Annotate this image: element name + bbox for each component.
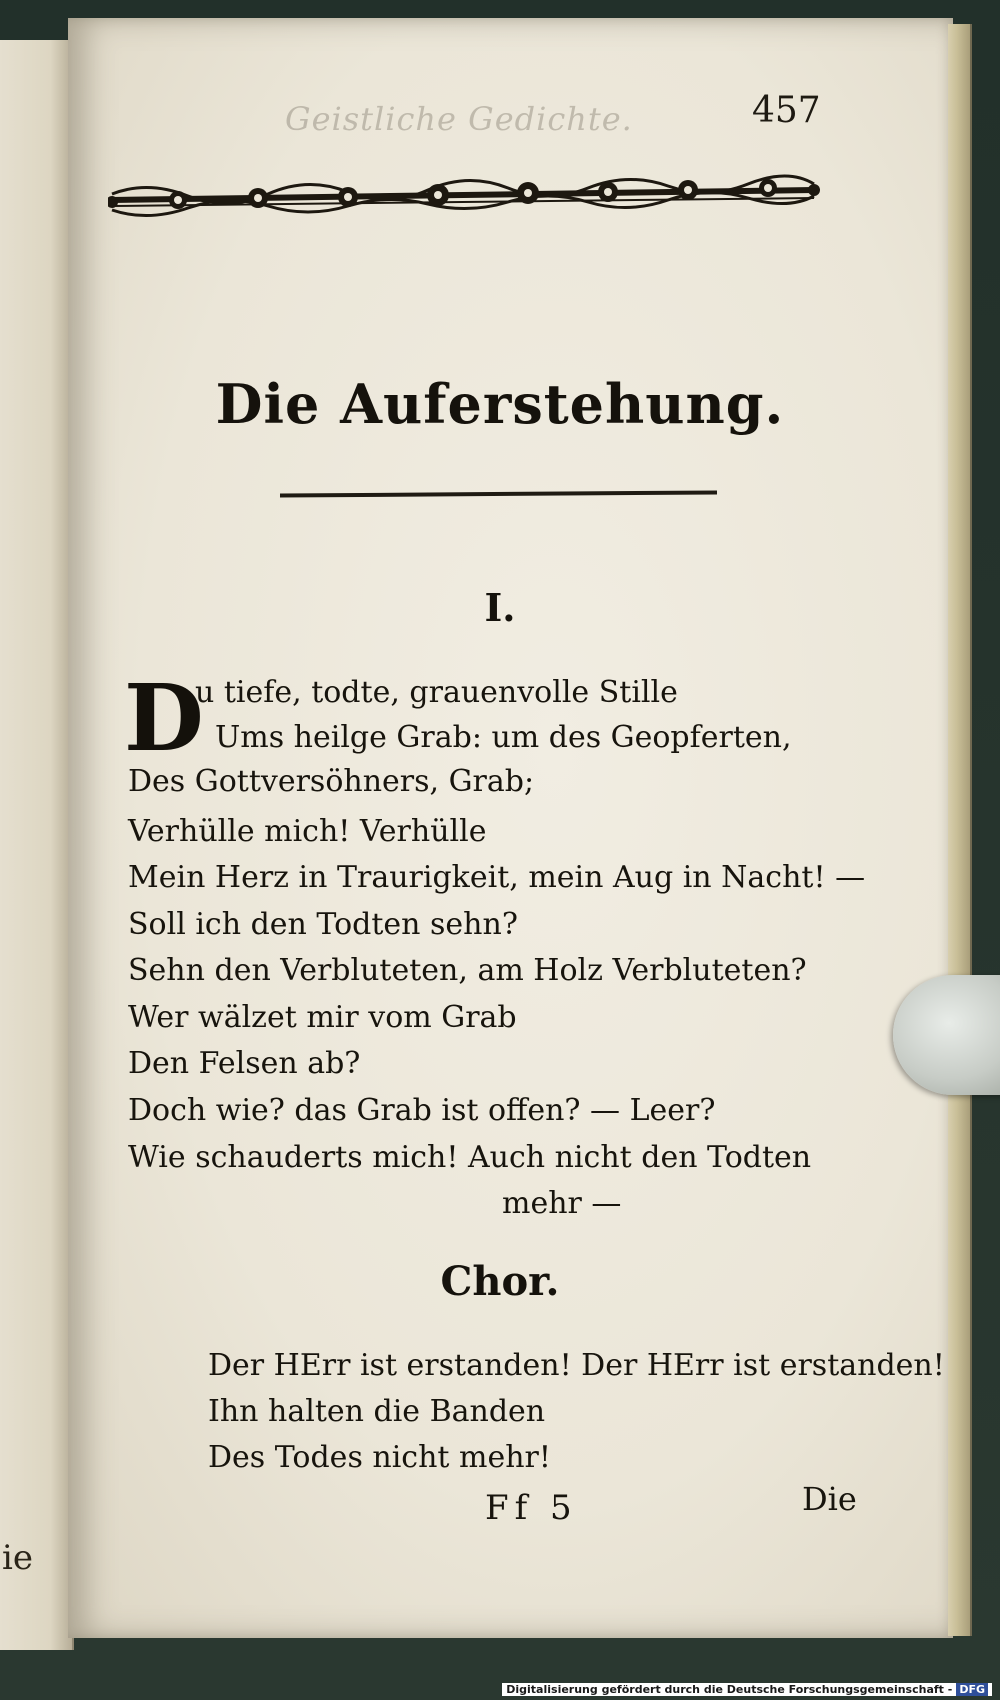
ornament-icon: [112, 176, 814, 216]
drop-initial: D: [124, 664, 204, 772]
page-stack-edge: [948, 24, 972, 1636]
verse-line: Wie schauderts mich! Auch nicht den Todten: [128, 1140, 812, 1175]
chorus-heading: Chor.: [440, 1258, 560, 1305]
verse-line: Soll ich den Todten sehn?: [128, 907, 518, 942]
verse-line: Des Gottversöhners, Grab;: [128, 764, 535, 799]
verse-line: u tiefe, todte, grauenvolle Stille: [195, 675, 678, 710]
verse-line: Verhülle mich! Verhülle: [128, 814, 487, 849]
chorus-line: Ihn halten die Banden: [208, 1394, 546, 1429]
chorus-line: Der HErr ist erstanden! Der HErr ist erstanden!: [208, 1348, 945, 1383]
floral-ornament-band: [108, 172, 820, 228]
section-numeral: I.: [484, 585, 516, 630]
poem-title: Die Auferstehung.: [215, 372, 785, 436]
page-number: 457: [752, 90, 821, 131]
verse-line: mehr —: [502, 1186, 622, 1221]
running-head: Geistliche Gedichte.: [285, 100, 633, 138]
catchword: Die: [802, 1480, 857, 1518]
verse-line: Doch wie? das Grab ist offen? — Leer?: [128, 1093, 716, 1128]
printer-signature: Ff 5: [485, 1488, 578, 1528]
verse-line: Den Felsen ab?: [128, 1046, 361, 1081]
previous-page-catchword: ie: [2, 1538, 33, 1578]
verse-line: Sehn den Verbluteten, am Holz Verbluteten?: [128, 953, 807, 988]
verse-line: Ums heilge Grab: um des Geopferten,: [215, 720, 792, 755]
digitization-credit: [502, 1683, 992, 1696]
previous-page-edge: [0, 40, 74, 1650]
credit-text: Digitalisierung gefördert durch die Deutsche Forschungsgemeinschaft -: [506, 1683, 953, 1696]
verse-line: Wer wälzet mir vom Grab: [128, 1000, 517, 1035]
verse-line: Mein Herz in Traurigkeit, mein Aug in Nacht! —: [128, 860, 866, 895]
chorus-line: Des Todes nicht mehr!: [208, 1440, 551, 1475]
dfg-logo-icon: DFG: [956, 1683, 988, 1696]
